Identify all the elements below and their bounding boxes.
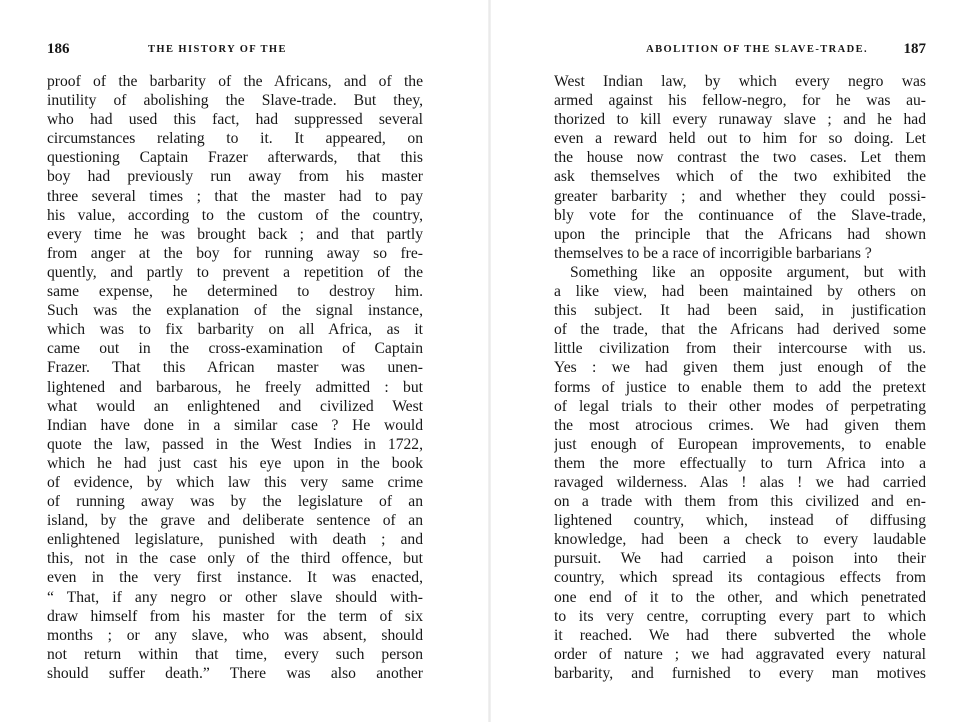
text-line: ask themselves which of the two exhibited the [554, 168, 926, 186]
text-line: even in the very first instance. It was enacted, [47, 569, 423, 587]
text-line: the most atrocious crimes. We had given them [554, 416, 926, 434]
text-line: Frazer. That this African master was unen- [47, 359, 423, 377]
text-line: a like view, had been maintained by others on [554, 283, 926, 301]
text-line: West Indian law, by which every negro was [554, 73, 926, 90]
text-line: enlightened legislature, punished with death ; and [47, 531, 423, 549]
text-line: little civilization from their intercourse with us. [554, 340, 926, 358]
text-line: thorized to kill every runaway slave ; and he had [554, 111, 926, 129]
text-line: greater barbarity ; and whether they could possi- [554, 187, 926, 205]
text-line: of legal trials to their other modes of perpetrating [554, 397, 926, 415]
text-line: barbarity, and furnished to every man motives [554, 664, 926, 682]
text-line: his value, according to the custom of the country, [47, 206, 423, 224]
text-line: Something like an opposite argument, but with [570, 263, 926, 281]
text-line: Indian have done in a similar case ? He would [47, 416, 423, 434]
text-line: on a trade with them from this civilized and en- [554, 493, 926, 511]
text-line: who had used this fact, had suppressed several [47, 111, 423, 129]
text-line: themselves to be a race of incorrigible barbarians ? [554, 244, 872, 262]
text-line: even a reward held out to him for so doing. Let [554, 130, 926, 148]
text-line: Such was the explanation of the signal instance, [47, 302, 423, 320]
text-line: this, not in the case only of the third offence, but [47, 550, 423, 568]
text-line: bly vote for the continuance of the Slave-trade, [554, 206, 926, 224]
text-line: boy had previously run away from his master [47, 168, 423, 186]
text-line: the house now contrast the two cases. Let them [554, 149, 926, 167]
text-line: draw himself from his master for the term of six [47, 607, 423, 625]
text-line: upon the principle that the Africans had shown [554, 225, 926, 243]
text-line: same expense, he determined to destroy him. [47, 283, 423, 301]
left-page-body [47, 72, 423, 683]
text-line: Yes : we had given them just enough of the [554, 359, 926, 377]
text-line: of evidence, by which law this very same crime [47, 473, 423, 491]
right-page [490, 0, 980, 722]
right-page-number: 187 [903, 41, 926, 57]
text-line: of the trade, that the Africans had derived some [554, 321, 926, 339]
text-line: from anger at the boy for running away so fre- [47, 244, 423, 262]
text-line: not return within that time, every such person [47, 645, 423, 663]
text-line: country, which spread its contagious effects from [554, 569, 926, 587]
text-line: which he had just cast his eye upon in the book [47, 454, 423, 472]
text-line: to its very centre, corrupting every part to which [554, 607, 926, 625]
text-line: what would an enlightened and civilized West [47, 397, 423, 415]
right-running-head: ABOLITION OF THE SLAVE-TRADE. [646, 44, 868, 55]
left-page-header [47, 41, 423, 64]
text-line: armed against his fellow-negro, for he was au- [554, 92, 926, 110]
text-line: island, by the grave and deliberate sentence of an [47, 512, 423, 530]
text-line: months ; or any slave, who was absent, should [47, 626, 423, 644]
text-line: questioning Captain Frazer afterwards, that this [47, 149, 423, 167]
text-line: quently, and partly to prevent a repetition of the [47, 263, 423, 281]
text-line: forms of justice to enable them to add the pretext [554, 378, 926, 396]
text-line: came out in the cross-examination of Captain [47, 340, 423, 358]
text-line: quote the law, passed in the West Indies in 1722, [47, 435, 423, 453]
text-line: inutility of abolishing the Slave-trade. But they, [47, 92, 423, 110]
text-line: one end of it to the other, and which penetrated [554, 588, 926, 606]
text-line: this subject. It had been said, in justification [554, 302, 926, 320]
text-line: them the more effectually to turn Africa into a [554, 454, 926, 472]
right-page-body [554, 72, 926, 683]
text-line: every time he was brought back ; and that partly [47, 225, 423, 243]
text-line: lightened country, which, instead of diffusing [554, 512, 926, 530]
text-line: should suffer death.” There was also another [47, 664, 423, 682]
right-page-header [554, 41, 926, 64]
text-line: which was to fix barbarity on all Africa, as it [47, 321, 423, 339]
text-line: order of nature ; we had aggravated every natural [554, 645, 926, 663]
text-line: it reached. We had there subverted the whole [554, 626, 926, 644]
left-running-head: THE HISTORY OF THE [148, 44, 287, 55]
text-line: knowledge, had been a check to every laudable [554, 531, 926, 549]
text-line: three several times ; that the master had to pay [47, 187, 423, 205]
text-line: “ That, if any negro or other slave should with- [47, 588, 423, 606]
left-page-number: 186 [47, 41, 70, 57]
text-line: just enough of European improvements, to enable [554, 435, 926, 453]
text-line: proof of the barbarity of the Africans, and of the [47, 73, 423, 90]
text-line: ravaged wilderness. Alas ! alas ! we had carried [554, 473, 926, 491]
text-line: of running away was by the legislature of an [47, 493, 423, 511]
text-line: pursuit. We had carried a poison into their [554, 550, 926, 568]
text-line: circumstances relating to it. It appeared, on [47, 130, 423, 148]
text-line: lightened and barbarous, he freely admitted : but [47, 378, 423, 396]
